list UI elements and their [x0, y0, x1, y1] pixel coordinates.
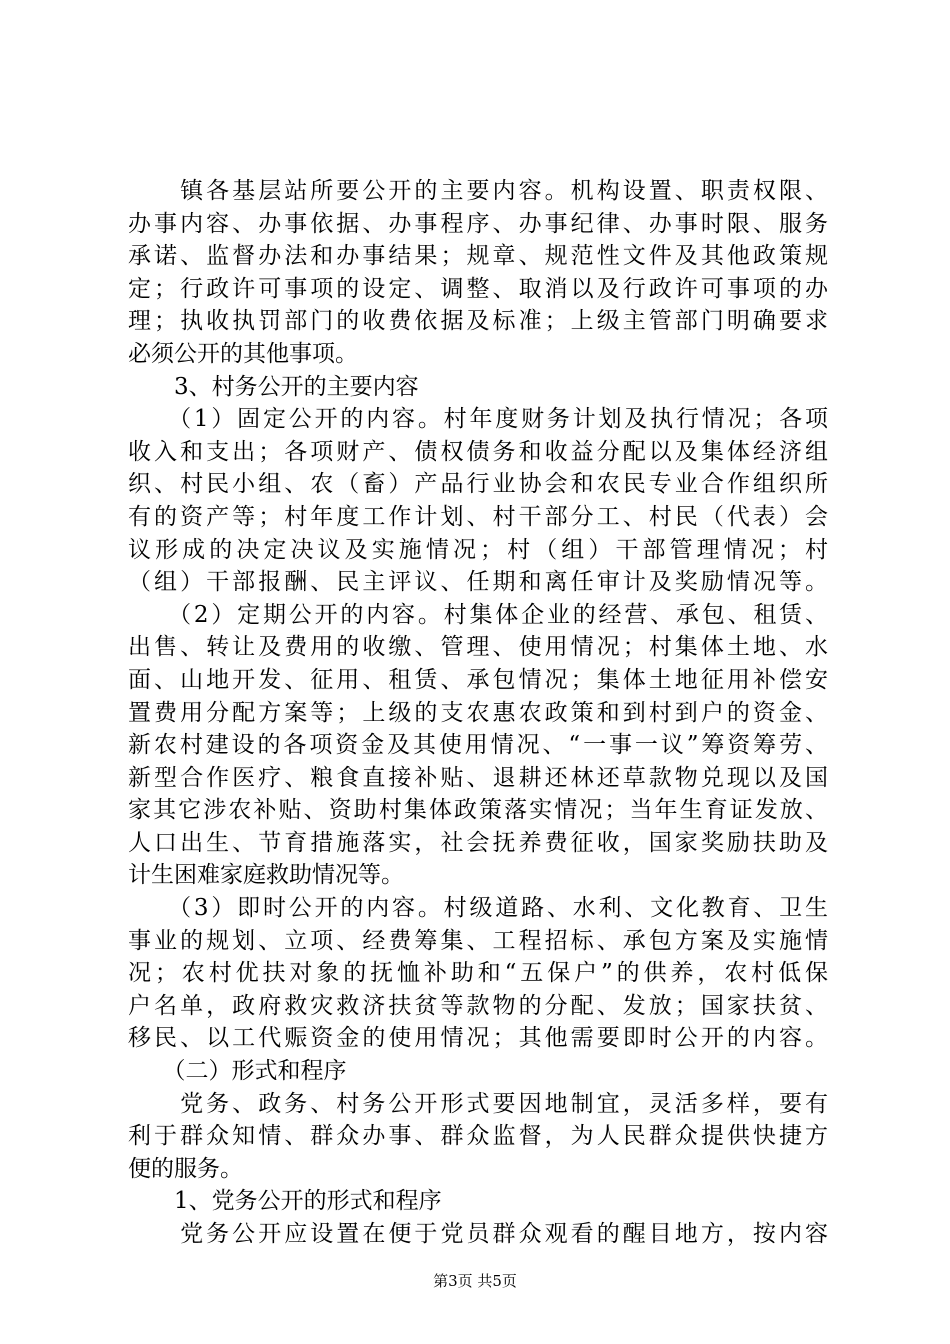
text-line: 织、村民小组、农（畜）产品行业协会和农民专业合作组织所: [128, 471, 828, 498]
text-line: 收入和支出；各项财产、债权债务和收益分配以及集体经济组: [128, 438, 828, 465]
text-line: 承诺、监督办法和办事结果；规章、规范性文件及其他政策规: [128, 243, 828, 270]
text-line: 有的资产等；村年度工作计划、村干部分工、村民（代表）会: [128, 503, 828, 530]
text-line: 党务、政务、村务公开形式要因地制宜，灵活多样，要有: [128, 1090, 828, 1117]
text-line: 便的服务。: [128, 1155, 243, 1182]
text-line: （3）即时公开的内容。村级道路、水利、文化教育、卫生: [128, 895, 828, 922]
page-footer: 第3页 共5页: [433, 1272, 517, 1290]
text-line: 面、山地开发、征用、租赁、承包情况；集体土地征用补偿安: [128, 666, 828, 693]
text-line: （二）形式和程序: [128, 1058, 347, 1085]
text-line: 议形成的决定决议及实施情况；村（组）干部管理情况；村: [128, 536, 828, 563]
text-line: （1）固定公开的内容。村年度财务计划及执行情况；各项: [128, 406, 828, 433]
text-line: 镇各基层站所要公开的主要内容。机构设置、职责权限、: [128, 178, 828, 204]
document-body: [128, 175, 828, 1251]
text-line: 置费用分配方案等；上级的支农惠农政策和到村到户的资金、: [128, 699, 828, 726]
text-line: （组）干部报酬、民主评议、任期和离任审计及奖励情况等。: [128, 569, 828, 596]
text-line: 户名单，政府救灾救济扶贫等款物的分配、发放；国家扶贫、: [128, 992, 828, 1019]
text-line: 出售、转让及费用的收缴、管理、使用情况；村集体土地、水: [128, 634, 828, 661]
text-line: 人口出生、节育措施落实，社会抚养费征收，国家奖励扶助及: [128, 829, 828, 856]
text-line: 必须公开的其他事项。: [128, 340, 358, 367]
text-line: 办事内容、办事依据、办事程序、办事纪律、办事时限、服务: [128, 210, 828, 237]
text-line: （2）定期公开的内容。村集体企业的经营、承包、租赁、: [128, 601, 828, 628]
text-line: 计生困难家庭救助情况等。: [128, 862, 404, 889]
text-line: 1、党务公开的形式和程序: [128, 1188, 442, 1215]
text-line: 事业的规划、立项、经费筹集、工程招标、承包方案及实施情: [128, 927, 828, 954]
text-line: 新农村建设的各项资金及其使用情况、“一事一议”筹资筹劳、: [128, 732, 828, 759]
text-line: 党务公开应设置在便于党员群众观看的醒目地方，按内容: [128, 1221, 828, 1247]
text-line: 3、村务公开的主要内容: [128, 373, 419, 400]
text-line: 理；执收执罚部门的收费依据及标准；上级主管部门明确要求: [128, 308, 828, 335]
text-line: 移民、以工代赈资金的使用情况；其他需要即时公开的内容。: [128, 1025, 828, 1052]
text-line: 利于群众知情、群众办事、群众监督，为人民群众提供快捷方: [128, 1123, 828, 1150]
text-line: 况；农村优扶对象的抚恤补助和“五保户”的供养，农村低保: [128, 960, 828, 987]
text-line: 家其它涉农补贴、资助村集体政策落实情况；当年生育证发放、: [128, 797, 828, 824]
text-line: 新型合作医疗、粮食直接补贴、退耕还林还草款物兑现以及国: [128, 764, 828, 791]
text-line: 定；行政许可事项的设定、调整、取消以及行政许可事项的办: [128, 275, 828, 302]
